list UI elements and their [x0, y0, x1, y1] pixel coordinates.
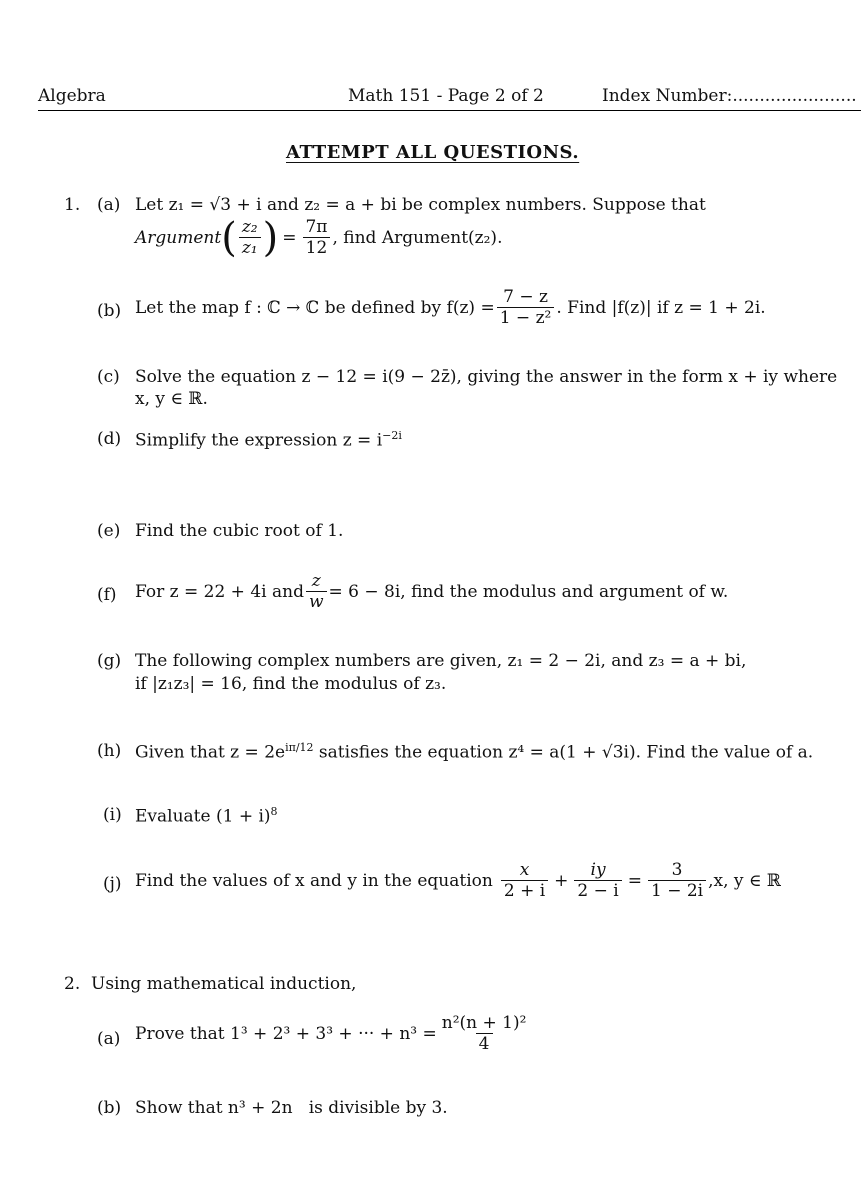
q1a-right-paren: ): [262, 215, 279, 262]
q1d-text: [135, 429, 402, 451]
q1a-fraction-rhs: [302, 218, 330, 258]
q1a-argument-word: Argument: [135, 228, 222, 249]
q1f-text: [135, 572, 728, 612]
q1a-left-paren: (: [221, 215, 237, 262]
q1j-f1-num: x: [519, 860, 530, 880]
q1f-suffix: = 6 − 8i, find the modulus and argument of w.: [328, 582, 729, 603]
q1j-fraction-3: [648, 861, 706, 901]
q1j-plus: +: [554, 871, 569, 892]
header-course-left: Algebra: [38, 86, 106, 106]
q2a-text: [135, 1014, 531, 1054]
q1h-text: [135, 741, 813, 763]
q1j-equals: =: [627, 871, 642, 892]
q1f-frac-den: w: [306, 591, 327, 612]
q1c-line2: x, y ∈ ℝ.: [135, 389, 208, 409]
q2a-prefix: Prove that 1³ + 2³ + 3³ + ··· + n³ =: [135, 1024, 437, 1045]
q1j-f3-num: 3: [671, 860, 683, 880]
q1d-expression: Simplify the expression z = i: [135, 430, 383, 451]
q1a-fraction-lhs: [239, 218, 261, 258]
q1j-label: (j): [103, 874, 122, 894]
q2b-text: Show that n³ + 2n is divisible by 3.: [135, 1098, 448, 1118]
q1j-f3-den: 1 − 2i: [648, 880, 706, 901]
q1b-frac-den: 1 − z²: [497, 307, 555, 328]
instructions-title: ATTEMPT ALL QUESTIONS.: [286, 142, 580, 163]
q1a-label: (a): [97, 195, 121, 215]
q1j-f2-num: iy: [590, 860, 606, 880]
q1a-line2-suffix: , find Argument(z₂).: [332, 228, 503, 249]
q1f-prefix: For z = 22 + 4i and: [135, 582, 304, 603]
q1i-exponent: 8: [270, 805, 278, 818]
q1a-equals: =: [282, 228, 297, 249]
q1i-expression: Evaluate (1 + i): [135, 806, 271, 827]
q2a-fraction: [439, 1014, 530, 1054]
q1h-exponent: iπ/12: [285, 741, 314, 754]
q2b-label: (b): [97, 1098, 122, 1118]
q1e-text: Find the cubic root of 1.: [135, 521, 344, 541]
q1a-line1: Let z₁ = √3 + i and z₂ = a + bi be complex numbers. Suppose that: [135, 195, 706, 215]
q1b-text: [135, 288, 766, 328]
header-rule: [38, 110, 861, 111]
q1a-frac-den-lhs: z₁: [239, 237, 261, 258]
q1d-label: (d): [97, 429, 122, 449]
q1j-f1-den: 2 + i: [501, 880, 548, 901]
q1f-fraction: [306, 572, 327, 612]
q1j-prefix: Find the values of x and y in the equation: [135, 871, 493, 892]
q2a-label: (a): [97, 1029, 121, 1049]
q1a-frac-den-rhs: 12: [303, 237, 331, 258]
q1j-fraction-2: [574, 861, 621, 901]
question-2-number: 2.: [64, 974, 81, 994]
q1b-frac-num: 7 − z: [503, 287, 548, 307]
q1c-label: (c): [97, 367, 120, 387]
q1f-label: (f): [97, 585, 117, 605]
q1a-frac-num-lhs: z₂: [241, 217, 258, 237]
q1b-label: (b): [97, 301, 122, 321]
header-course-center: Math 151 - Page 2 of 2: [348, 86, 544, 106]
q2-intro: Using mathematical induction,: [91, 974, 357, 994]
q2a-frac-num: n²(n + 1)²: [441, 1013, 527, 1033]
q2a-frac-den: 4: [476, 1033, 493, 1054]
q1j-f2-den: 2 − i: [574, 880, 621, 901]
q1j-fraction-1: [501, 861, 548, 901]
header-index-number: Index Number:.......................: [602, 86, 857, 106]
q1d-exponent: −2i: [382, 429, 402, 442]
q1c-line1: Solve the equation z − 12 = i(9 − 2z̄), giving the answer in the form x + iy where: [135, 367, 838, 387]
q1b-fraction: [497, 288, 555, 328]
q1a-line2: [135, 215, 503, 262]
q1a-frac-num-rhs: 7π: [305, 217, 328, 237]
q1j-text: [135, 861, 781, 901]
q1g-line1: The following complex numbers are given, z₁ = 2 − 2i, and z₃ = a + bi,: [135, 651, 747, 671]
q1e-label: (e): [97, 521, 121, 541]
q1g-line2: if |z₁z₃| = 16, find the modulus of z₃.: [135, 674, 447, 694]
q1h-label: (h): [97, 741, 122, 761]
q1h-suffix: satisfies the equation z⁴ = a(1 + √3i). Find the value of a.: [313, 742, 814, 763]
q1b-prefix: Let the map f : ℂ → ℂ be defined by f(z) =: [135, 298, 495, 319]
q1i-label: (i): [103, 805, 122, 825]
q1b-suffix: . Find |f(z)| if z = 1 + 2i.: [556, 298, 766, 319]
q1g-label: (g): [97, 651, 122, 671]
q1i-text: [135, 805, 278, 827]
q1h-prefix: Given that z = 2e: [135, 742, 286, 763]
question-1-number: 1.: [64, 195, 81, 215]
q1j-suffix: ,x, y ∈ ℝ: [708, 871, 782, 892]
q1f-frac-num: z: [311, 571, 321, 591]
